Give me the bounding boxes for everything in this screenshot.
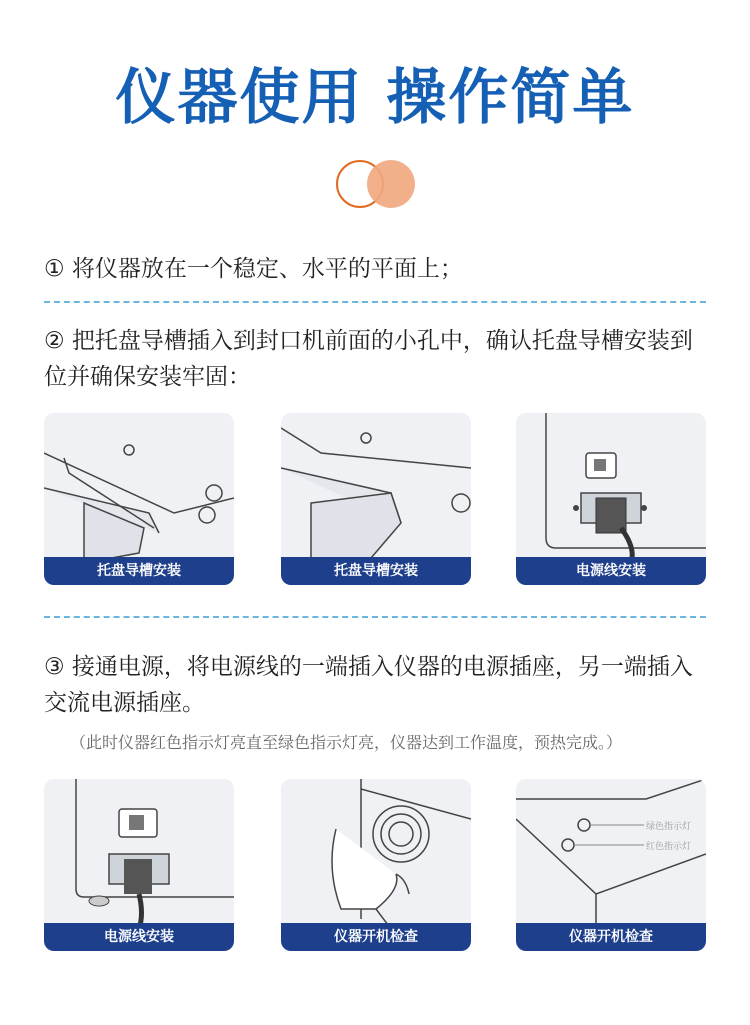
illustration-card-tray-1 [44, 413, 234, 585]
step-1-text: ① 将仪器放在一个稳定、水平的平面上； [44, 256, 463, 282]
illustration-card-switch-on [281, 779, 471, 951]
card-caption: 托盘导槽安装 [281, 557, 471, 585]
card-caption: 托盘导槽安装 [44, 557, 234, 585]
green-light-label: 绿色指示灯 [646, 822, 692, 832]
card-caption: 仪器开机检查 [281, 923, 471, 951]
illustration-card-power-2 [44, 779, 234, 951]
card-caption: 电源线安装 [516, 557, 706, 585]
decorative-circles [334, 160, 416, 210]
step-3-line-1: ③ 接通电源，将电源线的一端插入仪器的电源插座，另一端插入 [44, 654, 693, 680]
illustration-card-tray-2 [281, 413, 471, 585]
card-caption: 电源线安装 [44, 923, 234, 951]
card-caption: 仪器开机检查 [516, 923, 706, 951]
step-3-note: （此时仪器红色指示灯亮直至绿色指示灯亮，仪器达到工作温度，预热完成。） [70, 733, 623, 752]
step-2-line-1: ② 把托盘导槽插入到封口机前面的小孔中，确认托盘导槽安装到 [44, 328, 693, 354]
step-2-line-2: 位并确保安装牢固： [44, 364, 251, 390]
illustration-card-power-1 [516, 413, 706, 585]
illustration-card-indicators [516, 779, 706, 951]
page-title: 仪器使用 操作简单 [115, 63, 635, 133]
filled-circle-icon [367, 160, 415, 208]
step-3-line-2: 交流电源插座。 [44, 690, 205, 716]
divider [44, 616, 706, 618]
red-light-label: 红色指示灯 [646, 842, 692, 852]
divider [44, 301, 706, 303]
